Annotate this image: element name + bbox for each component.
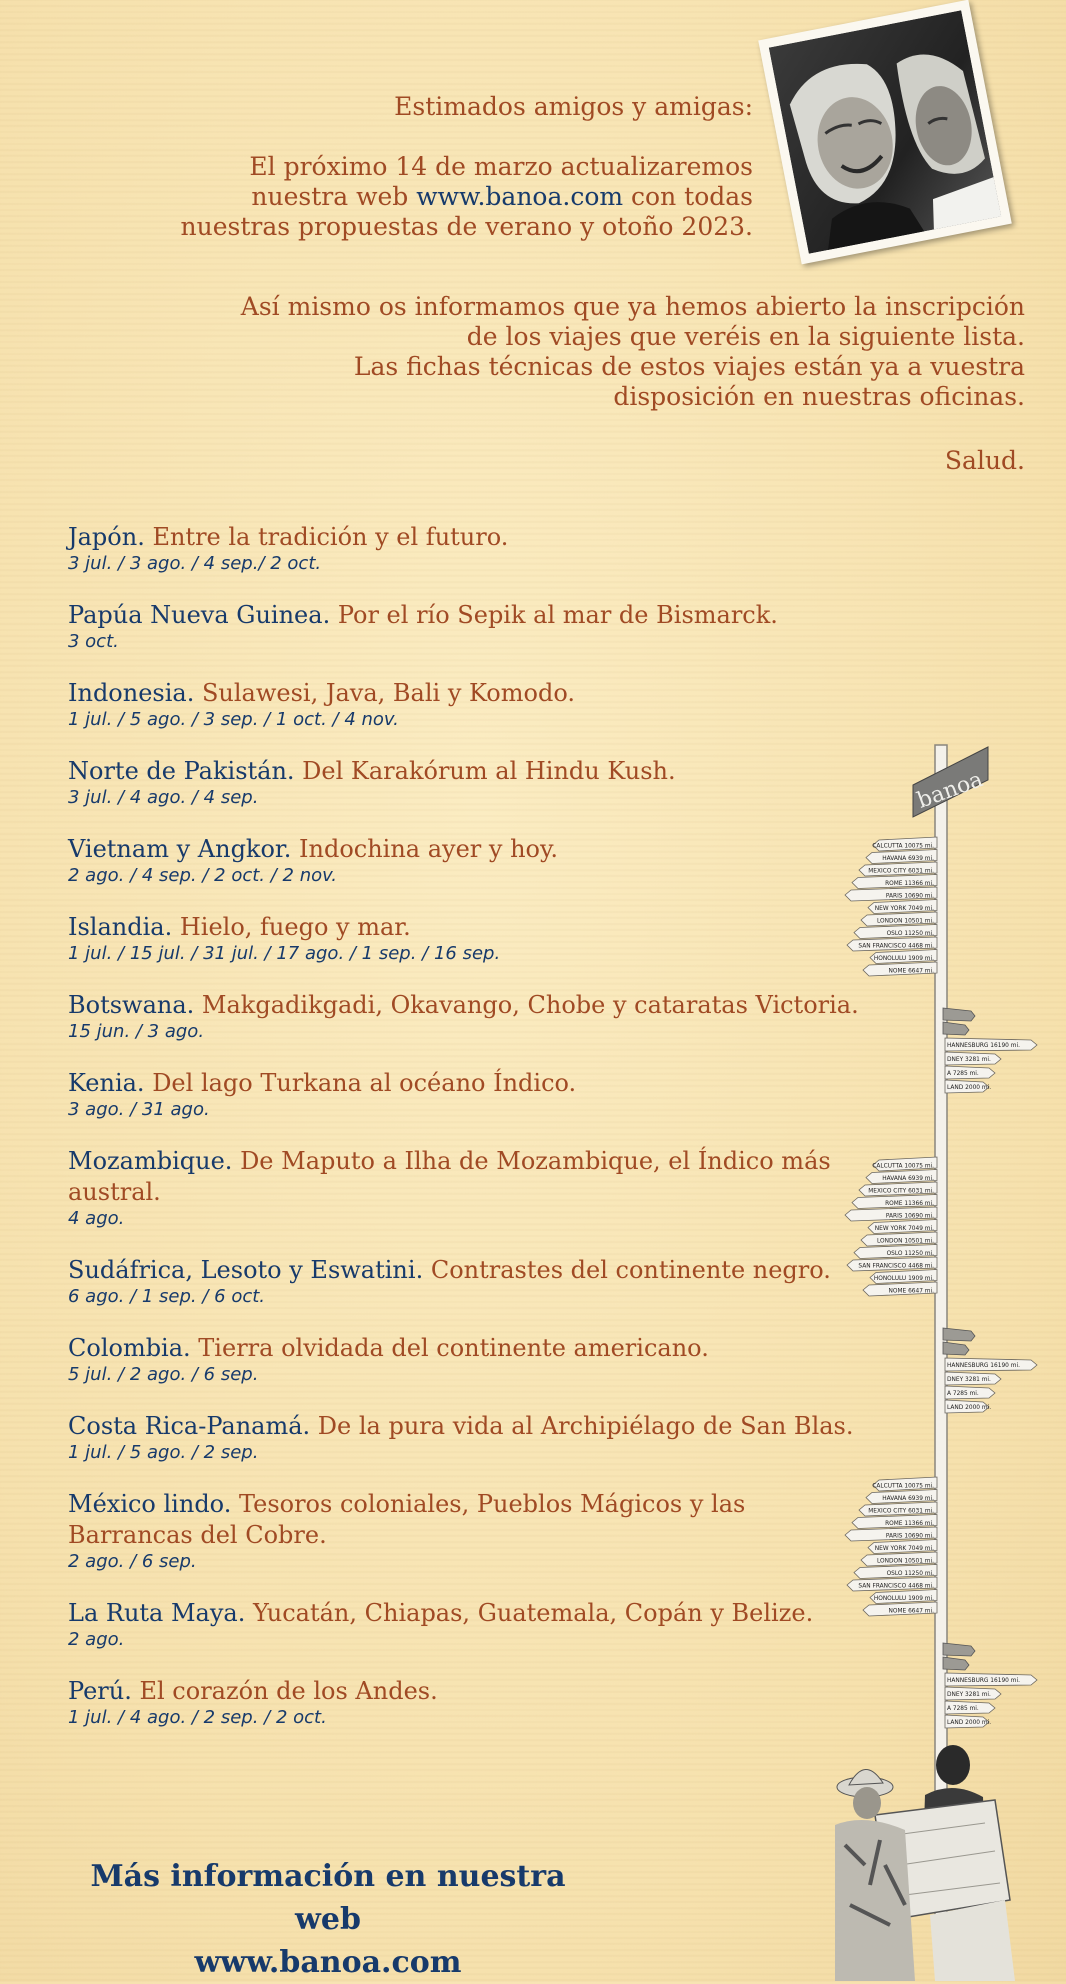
trip-title [68,678,858,709]
trip-dates: 3 jul. / 4 ago. / 4 sep. [68,787,259,808]
trip-dates: 4 ago. [68,1208,125,1229]
trip-dates: 2 ago. [68,1629,125,1650]
trip-description: El corazón de los Andes. [131,1677,438,1705]
direction-sign-text-l3-0: HANNESBURG 16190 mi. [947,1676,1020,1684]
direction-sign-text-l2-2: A 7285 mi. [947,1389,979,1397]
lower-signs-group-2 [943,1328,1037,1413]
upper-signs-group-2 [845,1157,937,1296]
trip-description: De Maputo a Ilha de Mozambique, el Índico más austral. [68,1147,831,1206]
trip-title [68,912,858,943]
photo-image [769,10,1001,254]
trip-dates: 3 ago. / 31 ago. [68,1099,210,1120]
direction-sign-text-u2-4: PARIS 10690 mi. [885,1211,934,1220]
signoff: Salud. [944,446,1025,475]
direction-sign-text-u2-1: HAVANA 6939 mi. [882,1174,934,1182]
direction-sign-text-l3-3: LAND 2000 mi. [947,1718,992,1726]
signpost-illustration [835,725,1066,1981]
trip-title [68,1333,858,1364]
info-line-1: Así mismo os informamos que ya hemos abierto la inscripción [240,292,1025,321]
trip-name: México lindo. [68,1490,232,1518]
footer [68,1855,588,1984]
trip-name: Perú. [68,1677,132,1705]
trip-title [68,1489,858,1551]
greeting: Estimados amigos y amigas: [394,92,753,121]
trip-item [68,1489,928,1573]
brand-sign-text: banoa [914,767,987,814]
direction-sign-text-u2-6: LONDON 10501 mi. [877,1236,934,1245]
trip-dates: 15 jun. / 3 ago. [68,1021,205,1042]
direction-sign-text-u1-1: HAVANA 6939 mi. [882,854,934,862]
info-line-3: Las fichas técnicas de estos viajes están ya a vuestra [353,352,1025,381]
trip-name: Costa Rica-Panamá. [68,1412,311,1440]
direction-sign-text-u2-3: ROME 11366 mi. [885,1199,934,1207]
trip-dates: 3 jul. / 3 ago. / 4 sep./ 2 oct. [68,553,322,574]
trip-description: Makgadikgadi, Okavango, Chobe y cataratas Victoria. [194,991,859,1019]
direction-sign-text-u3-10: NOME 6647 mi. [888,1606,934,1615]
trip-description: De la pura vida al Archipiélago de San Blas. [310,1412,854,1440]
trip-name: Vietnam y Angkor. [68,835,292,863]
trip-name: Sudáfrica, Lesoto y Eswatini. [68,1256,424,1284]
trip-item [68,1255,928,1308]
trip-description: Hielo, fuego y mar. [172,913,411,941]
direction-sign-text-u2-7: OSLO 11250 mi. [886,1249,934,1257]
trip-title [68,1146,858,1208]
announcement-line-2-pre: nuestra web [251,182,417,211]
trip-description: Sulawesi, Java, Bali y Komodo. [194,679,575,707]
announcement [68,152,753,242]
trip-name: Botswana. [68,991,195,1019]
trip-name: La Ruta Maya. [68,1599,246,1627]
direction-sign [943,1022,969,1035]
trip-item [68,1333,928,1386]
trip-item [68,1068,928,1121]
trip-name: Norte de Pakistán. [68,757,295,785]
direction-sign-text-u1-0: CALCUTTA 10075 mi. [872,841,934,850]
direction-sign-text-u2-9: HONOLULU 1909 mi. [873,1274,934,1282]
direction-sign-text-u1-2: MEXICO CITY 6031 mi. [868,866,934,875]
direction-sign [943,1657,969,1670]
direction-sign-text-u3-7: OSLO 11250 mi. [886,1569,934,1577]
trip-item [68,600,928,653]
trip-name: Mozambique. [68,1147,233,1175]
announcement-line-3: nuestras propuestas de verano y otoño 2023. [180,212,753,241]
direction-sign-text-l2-0: HANNESBURG 16190 mi. [947,1361,1020,1369]
trip-name: Japón. [68,523,145,551]
direction-sign-text-u2-10: NOME 6647 mi. [888,1286,934,1295]
trip-item [68,1598,928,1651]
direction-sign [943,1643,975,1656]
trip-dates: 1 jul. / 15 jul. / 31 jul. / 17 ago. / 1 sep. / 16 sep. [68,943,501,964]
trip-description: Yucatán, Chiapas, Guatemala, Copán y Belize. [245,1599,814,1627]
travelers-with-map [835,1745,1015,1981]
trip-dates: 6 ago. / 1 sep. / 6 oct. [68,1286,266,1307]
direction-sign-text-l2-1: DNEY 3281 mi. [947,1375,991,1383]
trip-item [68,678,928,731]
trip-dates: 1 jul. / 4 ago. / 2 sep. / 2 oct. [68,1707,327,1728]
trip-item [68,1411,928,1464]
trip-item [68,834,928,887]
trip-description: Entre la tradición y el futuro. [144,523,509,551]
trip-title [68,1598,928,1629]
direction-sign-text-u1-7: OSLO 11250 mi. [886,929,934,937]
footer-url-link[interactable]: www.banoa.com [194,1945,462,1980]
direction-sign [943,1008,975,1021]
upper-signs-group-1 [845,837,937,976]
trip-item [68,990,928,1043]
direction-sign-text-u1-3: ROME 11366 mi. [885,879,934,887]
trip-dates: 1 jul. / 5 ago. / 2 sep. [68,1442,259,1463]
trip-description: Tierra olvidada del continente americano. [190,1334,709,1362]
trip-description: Del lago Turkana al océano Índico. [144,1069,577,1097]
announcement-line-2-post: con todas [623,182,753,211]
info-line-2: de los viajes que veréis en la siguiente lista. [466,322,1025,351]
direction-sign-text-u2-8: SAN FRANCISCO 4468 mi. [858,1261,934,1270]
direction-sign-text-u2-2: MEXICO CITY 6031 mi. [868,1186,934,1195]
direction-sign-text-l1-2: A 7285 mi. [947,1069,979,1077]
trip-list [68,522,928,1754]
trip-title [68,1411,858,1442]
trip-title [68,600,858,631]
direction-sign-text-u2-0: CALCUTTA 10075 mi. [872,1161,934,1170]
direction-sign-text-u1-10: NOME 6647 mi. [888,966,934,975]
info-paragraph [68,292,1025,412]
trip-name: Islandia. [68,913,173,941]
info-line-4: disposición en nuestras oficinas. [613,382,1025,411]
trip-item [68,1676,928,1729]
announcement-url-link[interactable]: www.banoa.com [416,182,624,211]
trip-name: Colombia. [68,1334,191,1362]
direction-sign-text-u3-0: CALCUTTA 10075 mi. [872,1481,934,1490]
direction-sign-text-u1-5: NEW YORK 7049 mi. [874,904,934,912]
direction-sign-text-u3-2: MEXICO CITY 6031 mi. [868,1506,934,1515]
lower-signs-group-1 [943,1008,1037,1093]
trip-title [68,522,858,553]
trip-title [68,1255,858,1286]
brand-sign [913,747,988,817]
trip-dates: 3 oct. [68,631,119,652]
direction-sign-text-u3-3: ROME 11366 mi. [885,1519,934,1527]
trip-name: Indonesia. [68,679,195,707]
direction-sign-text-u3-9: HONOLULU 1909 mi. [873,1594,934,1602]
trip-description: Indochina ayer y hoy. [291,835,559,863]
trip-item [68,756,928,809]
direction-sign-text-u1-9: HONOLULU 1909 mi. [873,954,934,962]
trip-dates: 5 jul. / 2 ago. / 6 sep. [68,1364,259,1385]
trip-name: Kenia. [68,1069,145,1097]
trip-title [68,756,858,787]
trip-title [68,834,858,865]
trip-description: Por el río Sepik al mar de Bismarck. [330,601,778,629]
lower-signs-group-3 [943,1643,1037,1728]
trip-description: Contrastes del continente negro. [423,1256,831,1284]
upper-signs-group-3 [845,1477,937,1616]
trip-name: Papúa Nueva Guinea. [68,601,331,629]
trip-dates: 1 jul. / 5 ago. / 3 sep. / 1 oct. / 4 nov. [68,709,399,730]
announcement-line-1: El próximo 14 de marzo actualizaremos [249,152,753,181]
direction-sign-text-u2-5: NEW YORK 7049 mi. [874,1224,934,1232]
direction-sign-text-l1-1: DNEY 3281 mi. [947,1055,991,1063]
direction-sign-text-u1-8: SAN FRANCISCO 4468 mi. [858,941,934,950]
trip-dates: 2 ago. / 4 sep. / 2 oct. / 2 nov. [68,865,338,886]
direction-sign-text-l1-0: HANNESBURG 16190 mi. [947,1041,1020,1049]
footer-line-1: Más información en nuestra web [90,1859,566,1937]
trip-item [68,912,928,965]
direction-sign-text-l3-1: DNEY 3281 mi. [947,1690,991,1698]
trip-dates: 2 ago. / 6 sep. [68,1551,197,1572]
trip-item [68,1146,928,1230]
trip-description: Del Karakórum al Hindu Kush. [294,757,676,785]
trip-title [68,1676,858,1707]
trip-item [68,522,928,575]
direction-sign-text-u3-6: LONDON 10501 mi. [877,1556,934,1565]
direction-sign-text-u1-6: LONDON 10501 mi. [877,916,934,925]
trip-description: Tesoros coloniales, Pueblos Mágicos y las Barrancas del Cobre. [68,1490,746,1549]
direction-sign-text-u1-4: PARIS 10690 mi. [885,891,934,900]
direction-sign-text-l2-3: LAND 2000 mi. [947,1403,992,1411]
direction-sign-text-l1-3: LAND 2000 mi. [947,1083,992,1091]
trip-title [68,1068,858,1099]
direction-sign-text-u3-8: SAN FRANCISCO 4468 mi. [858,1581,934,1590]
direction-sign [943,1342,969,1355]
trip-title [68,990,948,1021]
direction-sign-text-u3-5: NEW YORK 7049 mi. [874,1544,934,1552]
elderly-women-photo [758,0,1012,264]
direction-sign-text-u3-1: HAVANA 6939 mi. [882,1494,934,1502]
direction-sign-text-l3-2: A 7285 mi. [947,1704,979,1712]
direction-sign-text-u3-4: PARIS 10690 mi. [885,1531,934,1540]
direction-sign [943,1328,975,1341]
